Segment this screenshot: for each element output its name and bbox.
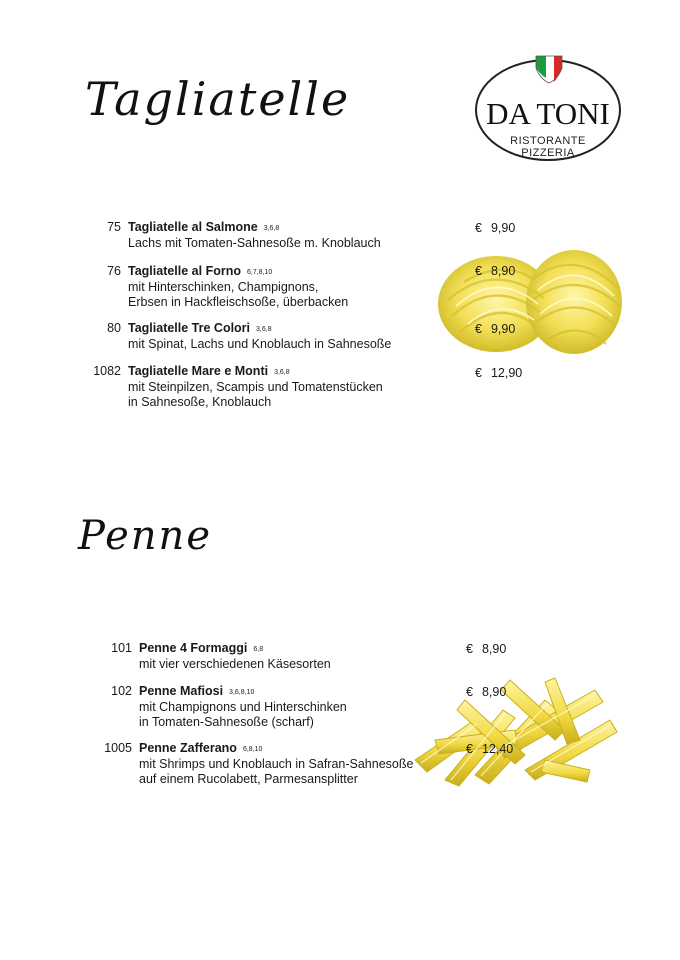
item-name: Penne Zafferano bbox=[139, 741, 237, 755]
item-name: Tagliatelle al Forno bbox=[128, 264, 241, 278]
item-description: mit Champignons und Hinterschinken bbox=[139, 700, 347, 714]
item-allergen-codes: 6,8 bbox=[253, 646, 264, 653]
menu-item-1005 bbox=[104, 741, 414, 787]
item-description: auf einem Rucolabett, Parmesansplitter bbox=[139, 772, 358, 786]
item-price: € 9,90 bbox=[475, 322, 516, 336]
item-description: mit Spinat, Lachs und Knoblauch in Sahnesoße bbox=[128, 337, 392, 351]
item-allergen-codes: 3,6,8 bbox=[256, 326, 272, 333]
item-allergen-codes: 3,6,8 bbox=[263, 225, 280, 232]
item-price: € 9,90 bbox=[475, 221, 516, 235]
item-name: Penne 4 Formaggi bbox=[139, 641, 248, 655]
item-description: mit Shrimps und Knoblauch in Safran-Sahnesoße bbox=[139, 757, 414, 771]
item-description: in Tomaten-Sahnesoße (scharf) bbox=[139, 715, 314, 729]
item-number: 102 bbox=[111, 684, 132, 698]
item-description: mit vier verschiedenen Käsesorten bbox=[139, 657, 331, 671]
menu-item-80 bbox=[107, 321, 392, 352]
item-allergen-codes: 6,7,8,10 bbox=[246, 269, 273, 276]
item-number: 76 bbox=[107, 264, 121, 278]
section-title-tagliatelle: Tagliatelle bbox=[85, 72, 351, 126]
item-number: 101 bbox=[111, 641, 132, 655]
item-description: in Sahnesoße, Knoblauch bbox=[128, 395, 272, 409]
restaurant-logo bbox=[474, 52, 622, 162]
item-number: 75 bbox=[107, 220, 121, 234]
item-allergen-codes: 3,6,8,10 bbox=[229, 689, 255, 696]
penne-image bbox=[405, 660, 620, 790]
menu-item-102 bbox=[111, 684, 347, 730]
item-price: € 8,90 bbox=[466, 642, 507, 656]
item-description: mit Hinterschinken, Champignons, bbox=[128, 280, 319, 294]
tagliatelle-image bbox=[434, 240, 624, 365]
item-description: Erbsen in Hackfleischsoße, überbacken bbox=[128, 295, 349, 309]
section-title-penne: Penne bbox=[78, 513, 212, 559]
item-price: € 12,40 bbox=[466, 742, 514, 756]
item-name: Tagliatelle Mare e Monti bbox=[128, 364, 269, 378]
menu-item-101 bbox=[111, 641, 331, 672]
item-allergen-codes: 3,6,8 bbox=[274, 369, 290, 376]
item-price: € 8,90 bbox=[466, 685, 507, 699]
item-price: € 12,90 bbox=[475, 366, 523, 380]
logo-subtitle-pizzeria: PIZZERIA bbox=[521, 147, 575, 159]
item-name: Tagliatelle al Salmone bbox=[128, 220, 258, 234]
item-number: 1082 bbox=[93, 364, 121, 378]
item-allergen-codes: 6,8,10 bbox=[242, 746, 263, 753]
item-price: € 8,90 bbox=[475, 264, 516, 278]
logo-brand-name: DA TONI bbox=[486, 96, 610, 131]
logo-subtitle-ristorante: RISTORANTE bbox=[510, 135, 586, 147]
item-number: 1005 bbox=[104, 741, 132, 755]
item-name: Penne Mafiosi bbox=[139, 684, 224, 698]
item-name: Tagliatelle Tre Colori bbox=[128, 321, 251, 335]
item-description: mit Steinpilzen, Scampis und Tomatenstücken bbox=[128, 380, 383, 394]
menu-item-1082 bbox=[93, 364, 383, 410]
menu-item-76 bbox=[107, 264, 349, 310]
menu-item-75 bbox=[107, 220, 381, 251]
item-number: 80 bbox=[107, 321, 121, 335]
item-description: Lachs mit Tomaten-Sahnesoße m. Knoblauch bbox=[128, 236, 381, 250]
